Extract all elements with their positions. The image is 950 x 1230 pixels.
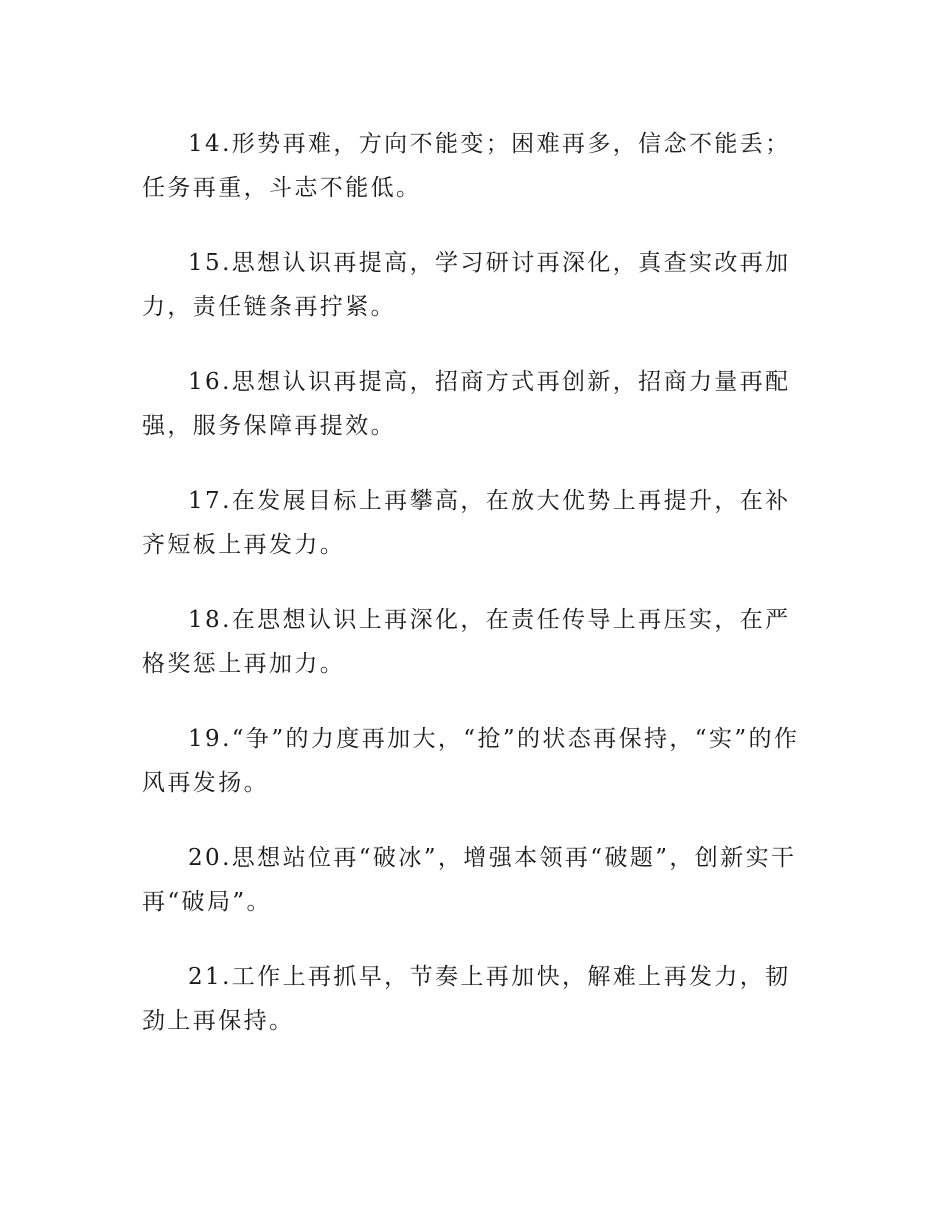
paragraph-19: 19.“争”的力度再加大，“抢”的状态再保持，“实”的作风再发扬。 (142, 726, 800, 796)
paragraph-21: 21.工作上再抓早，节奏上再加快，解难上再发力，韧劲上再保持。 (142, 964, 791, 1034)
paragraph-14: 14.形势再难，方向不能变；困难再多，信念不能丢；任务再重，斗志不能低。 (142, 131, 791, 201)
paragraph-17: 17.在发展目标上再攀高，在放大优势上再提升，在补齐短板上再发力。 (142, 488, 791, 558)
paragraph-20: 20.思想站位再“破冰”，增强本领再“破题”，创新实干再“破局”。 (142, 845, 797, 915)
paragraph-15: 15.思想认识再提高，学习研讨再深化，真查实改再加力，责任链条再拧紧。 (142, 250, 791, 320)
paragraph-16: 16.思想认识再提高，招商方式再创新，招商力量再配强，服务保障再提效。 (142, 369, 791, 439)
paragraph-18: 18.在思想认识上再深化，在责任传导上再压实，在严格奖惩上再加力。 (142, 607, 791, 677)
document-body (142, 122, 810, 1074)
